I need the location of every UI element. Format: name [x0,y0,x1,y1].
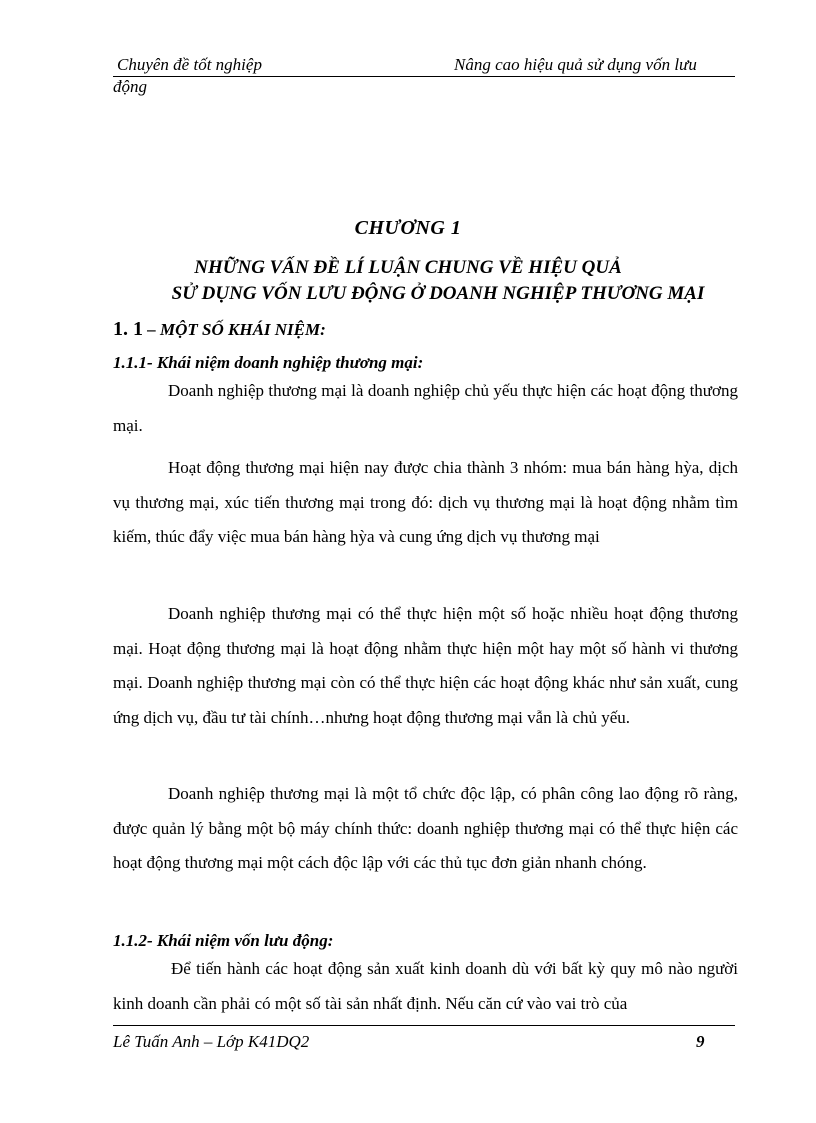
header-divider [113,76,735,77]
paragraph-2: Hoạt động thương mại hiện nay được chia thành 3 nhóm: mua bán hàng hỳa, dịch vụ thương mại, xúc tiến thương mại trong đó: dịch vụ thương mại là hoạt động nhằm tìm kiếm, thúc đẩy việc mua bán hàng hỳa và cung ứng dịch vụ thương mại [113,458,738,546]
section-number: 1. 1 [113,318,143,340]
chapter-label: CHƯƠNG 1 [354,217,462,239]
header-right-text: Nâng cao hiệu quả sử dụng vốn lưu [454,55,697,74]
chapter-title-line1: NHỮNG VẤN ĐỀ LÍ LUẬN CHUNG VỀ HIỆU QUẢ [194,257,622,278]
paragraph-4: Doanh nghiệp thương mại là một tổ chức độc lập, có phân công lao động rõ ràng, được quản lý bằng một bộ máy chính thức: doanh nghiệp thương mại có thể thực hiện các hoạt động thương mại một cách độc lập với các thủ tục đơn giản nhanh chóng. [113,784,738,872]
section-title: – MỘT SỐ KHÁI NIỆM: [143,320,326,339]
paragraph-5: Để tiến hành các hoạt động sản xuất kinh doanh dù với bất kỳ quy mô nào người kinh doanh cần phải có một số tài sản nhất định. Nếu căn cứ vào vai trò của [113,959,738,1013]
paragraph-3: Doanh nghiệp thương mại có thể thực hiện một số hoặc nhiều hoạt động thương mại. Hoạt động thương mại là hoạt động nhằm thực hiện một hay một số hành vi thương mại. Doanh nghiệp thương mại còn có thể thực hiện các hoạt động khác như sản xuất, cung ứng dịch vụ, đầu tư tài chính…nhưng hoạt động thương mại vẫn là chủ yếu. [113,604,738,727]
header-left-text: Chuyên đề tốt nghiệp [117,55,262,74]
subsection-heading-2: 1.1.2- Khái niệm vốn lưu động: [113,931,334,950]
section-heading [113,318,326,341]
header-wrap-text: động [113,77,147,96]
footer-author: Lê Tuấn Anh – Lớp K41DQ2 [113,1032,310,1051]
page-number: 9 [696,1032,705,1051]
chapter-title-line2: SỬ DỤNG VỐN LƯU ĐỘNG Ở DOANH NGHIỆP THƯƠNG MẠI [171,283,705,304]
paragraph-1: Doanh nghiệp thương mại là doanh nghiệp chủ yếu thực hiện các hoạt động thương mại. [113,381,738,435]
footer-divider [113,1025,735,1026]
subsection-heading-1: 1.1.1- Khái niệm doanh nghiệp thương mại: [113,353,424,372]
